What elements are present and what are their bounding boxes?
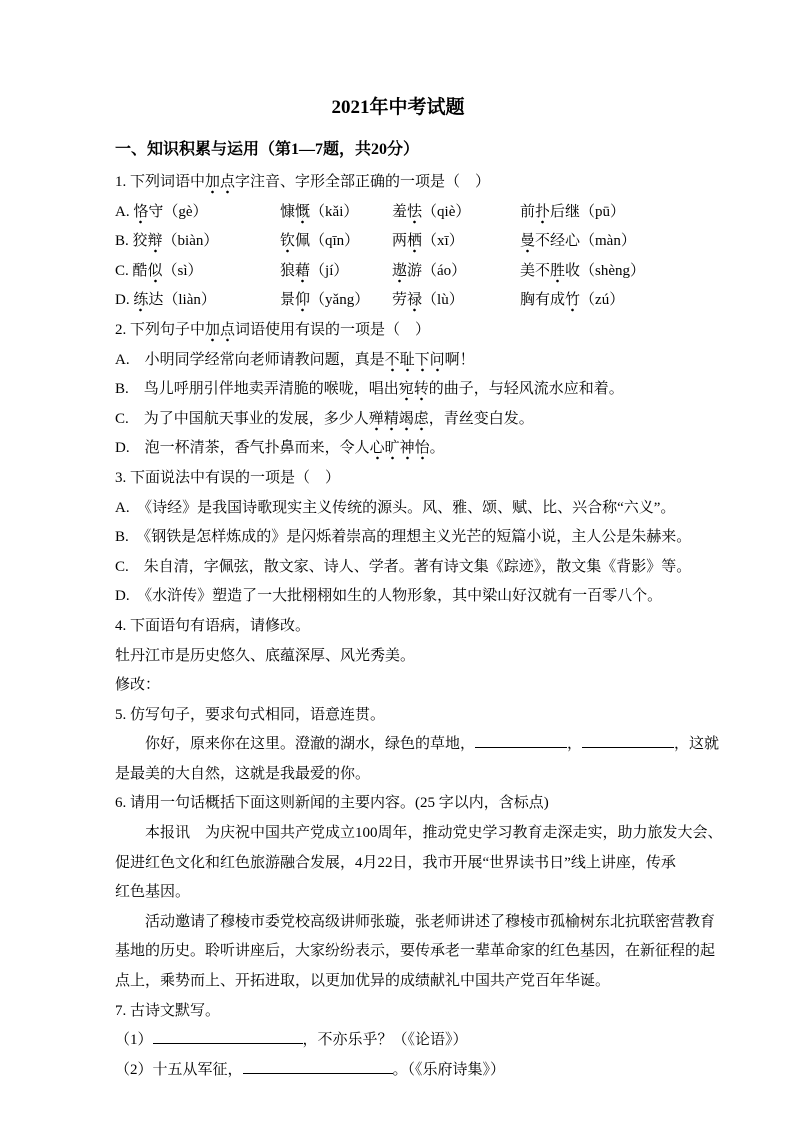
text-run: 2. 下列句子中: [115, 321, 206, 338]
emphasized-text: 心旷神怡: [370, 440, 430, 460]
text-run: 收（shèng）: [565, 262, 646, 279]
text-run: 促进红色文化和红色旅游融合发展，4月22日，我市开展“世界读书日”线上讲座，传承: [115, 854, 676, 871]
text-run: ，: [567, 736, 583, 753]
text-run: 3. 下面说法中有误的一项是（ ）: [115, 469, 341, 486]
text-run: 1. 下列词语中: [115, 174, 206, 190]
text-run: 7. 古诗文默写。: [115, 1002, 221, 1019]
q4-stem: [115, 612, 681, 642]
q3-option-b: [115, 523, 692, 553]
document-body: [115, 168, 723, 1085]
text-run: 4. 下面语句有语病，请修改。: [115, 617, 311, 634]
text-run: 守（gè）: [148, 203, 208, 220]
emphasized-text: 殚精竭虑: [369, 411, 429, 431]
emphasized-text: 加点: [205, 322, 235, 342]
text-run: （yǎng）: [310, 292, 370, 309]
emphasized-text: 遨: [392, 263, 407, 283]
text-run: 字注音、字形全部正确的一项是（ ）: [235, 174, 491, 190]
answer-blank: [582, 732, 674, 748]
text-run: 达（liàn）: [148, 292, 216, 309]
text-run: 基地的历史。聆听讲座后，大家纷纷表示，要传承老一辈革命家的红色基因，在新征程的起: [115, 943, 716, 960]
q6-stem: [115, 789, 681, 819]
text-run: D. 泡一杯清茶，香气扑鼻而来，令人: [115, 440, 370, 457]
option-column: [280, 286, 392, 316]
text-run: 你好，原来你在这里。澄澈的湖水，绿色的草地，: [115, 736, 476, 753]
option-column: [520, 227, 681, 257]
text-run: A. 《诗经》是我国诗歌现实主义传统的源头。风、雅、颂、赋、比、兴合称“六义”。: [115, 499, 676, 516]
text-run: （2）十五从军征，: [115, 1061, 243, 1078]
text-run: 活动邀请了穆棱市委党校高级讲师张璇，张老师讲述了穆棱市孤榆树东北抗联密营教育: [115, 913, 716, 930]
emphasized-text: 禄: [407, 292, 422, 312]
option-column: [520, 286, 681, 316]
text-run: 两: [392, 233, 408, 250]
option-column: [392, 257, 520, 287]
q7-item-2: [115, 1056, 681, 1086]
option-column: [115, 257, 280, 287]
text-run: （qiè）: [422, 203, 471, 220]
emphasized-text: 辩: [148, 233, 163, 253]
emphasized-text: 怯: [407, 204, 422, 224]
text-run: ，青丝变白发。: [428, 410, 534, 427]
emphasized-text: 加点: [205, 174, 235, 194]
q2-option-d: [115, 434, 681, 464]
text-run: A. 小明同学经常向老师请教问题，真是: [115, 351, 385, 368]
text-run: 后继（pū）: [550, 203, 626, 220]
text-run: D. 《水浒传》塑造了一大批栩栩如生的人物形象，其中梁山好汉就有一百零八个。: [115, 588, 663, 605]
page-title: 2021年中考试题: [331, 97, 465, 118]
text-run: （biàn）: [162, 233, 219, 250]
emphasized-text: 恪: [133, 204, 148, 224]
q3-stem: [115, 464, 681, 494]
emphasized-text: 练: [133, 292, 148, 312]
text-run: 是最美的大自然，这就是我最爱的你。: [115, 765, 371, 782]
text-run: B. 《钢铁是怎样炼成的》是闪烁着崇高的理想主义光芒的短篇小说，主人公是朱赫来。: [115, 529, 692, 546]
text-run: （sì）: [162, 262, 203, 279]
text-run: A.: [115, 203, 134, 220]
q5-stem: [115, 701, 681, 731]
text-run: 劳: [392, 292, 408, 309]
text-run: B.: [115, 233, 133, 250]
q5-line-1: [115, 730, 720, 760]
option-column: [520, 198, 681, 228]
text-run: 美不: [520, 262, 551, 279]
emphasized-text: 藉: [295, 263, 310, 283]
emphasized-text: 似: [148, 263, 163, 283]
q6-news-line-5: [115, 937, 716, 967]
emphasized-text: 胜: [550, 263, 565, 283]
q1-option-d: [115, 286, 681, 316]
q2-option-c: [115, 405, 681, 435]
text-run: ，这就: [674, 736, 720, 753]
text-run: 本报讯 为庆祝中国共产党成立100周年，推动党史学习教育走深走实，助力旅发大会、: [115, 825, 723, 842]
q6-news-line-6: [115, 967, 681, 997]
q3-option-a: [115, 494, 681, 524]
option-column: [115, 227, 280, 257]
text-run: B. 鸟儿呼朋引伴地卖弄清脆的喉咙，唱出: [115, 381, 399, 398]
text-run: 酷: [132, 262, 148, 279]
q4-revision-label: [115, 671, 681, 701]
answer-blank: [153, 1028, 303, 1044]
answer-blank: [243, 1058, 393, 1074]
q1-option-b: [115, 227, 681, 257]
q2-option-b: [115, 375, 681, 405]
q7-stem: [115, 997, 681, 1027]
q2-option-a: [115, 346, 681, 376]
option-column: [392, 286, 520, 316]
emphasized-text: 不耻下问: [385, 352, 445, 372]
q3-option-c: [115, 553, 692, 583]
q6-news-line-4: [115, 908, 716, 938]
emphasized-text: 曼: [520, 233, 535, 253]
text-run: （kǎi）: [310, 203, 359, 220]
q7-item-1: [115, 1026, 681, 1056]
option-column: [392, 227, 520, 257]
emphasized-text: 仰: [295, 292, 310, 312]
option-column: [280, 198, 392, 228]
q6-news-line-2: [115, 849, 681, 879]
q6-news-line-3: [115, 878, 681, 908]
option-column: [115, 286, 280, 316]
option-column: [520, 257, 681, 287]
text-run: 游（áo）: [407, 262, 467, 279]
q2-stem: [115, 316, 681, 346]
emphasized-text: 扑: [535, 204, 550, 224]
text-run: 牡丹江市是历史悠久、底蕴深厚、风光秀美。: [115, 647, 416, 664]
q5-line-2: [115, 760, 681, 790]
text-run: 慷: [280, 203, 296, 220]
q1-option-c: [115, 257, 681, 287]
text-run: 前: [520, 203, 536, 220]
q1-option-a: [115, 198, 681, 228]
section-heading: 一、知识积累与运用（第1—7题，共20分）: [115, 141, 420, 158]
text-run: 5. 仿写句子，要求句式相同，语意连贯。: [115, 706, 386, 723]
option-column: [280, 257, 392, 287]
text-run: 羞: [392, 203, 408, 220]
option-column: [115, 198, 280, 228]
emphasized-text: 竹: [565, 292, 580, 312]
text-run: 词语使用有误的一项是（ ）: [235, 321, 431, 338]
text-run: （jí）: [310, 262, 349, 279]
text-run: 狡: [132, 233, 148, 250]
q4-sentence: [115, 642, 681, 672]
text-run: 狼: [280, 262, 296, 279]
text-run: 修改：: [115, 677, 161, 694]
text-run: C. 朱自清，字佩弦，散文家、诗人、学者。著有诗文集《踪迹》，散文集《背影》等。: [115, 558, 692, 575]
q1-stem: [115, 168, 681, 198]
text-run: （1）: [115, 1032, 153, 1049]
text-run: C. 为了中国航天事业的发展，多少人: [115, 410, 369, 427]
text-run: C.: [115, 262, 133, 279]
text-run: D.: [115, 292, 134, 309]
text-run: ，不亦乐乎？（《论语》）: [302, 1032, 468, 1049]
text-run: 景: [280, 292, 296, 309]
text-run: （lù）: [422, 292, 464, 309]
text-run: 。（《乐府诗集》）: [392, 1061, 506, 1078]
text-run: 不经心（màn）: [535, 233, 636, 250]
option-column: [280, 227, 392, 257]
text-run: （zú）: [580, 292, 625, 309]
q3-option-d: [115, 582, 681, 612]
emphasized-text: 宛转: [399, 381, 429, 401]
text-run: 胸有成: [520, 292, 566, 309]
answer-blank: [475, 732, 567, 748]
text-run: 的曲子，与轻风流水应和着。: [428, 381, 624, 398]
option-column: [392, 198, 520, 228]
text-run: 啊！: [444, 351, 475, 368]
emphasized-text: 慨: [295, 204, 310, 224]
emphasized-text: 钦: [280, 233, 295, 253]
text-run: 点上，乘势而上、开拓进取，以更加优异的成绩献礼中国共产党百年华诞。: [115, 973, 611, 990]
text-run: 6. 请用一句话概括下面这则新闻的主要内容。(25 字以内，含标点): [115, 795, 549, 812]
text-run: 红色基因。: [115, 884, 191, 901]
text-run: 佩（qīn）: [295, 233, 360, 250]
emphasized-text: 栖: [407, 233, 422, 253]
q6-news-line-1: [115, 819, 723, 849]
text-run: （xī）: [422, 233, 464, 250]
text-run: 。: [429, 440, 445, 457]
